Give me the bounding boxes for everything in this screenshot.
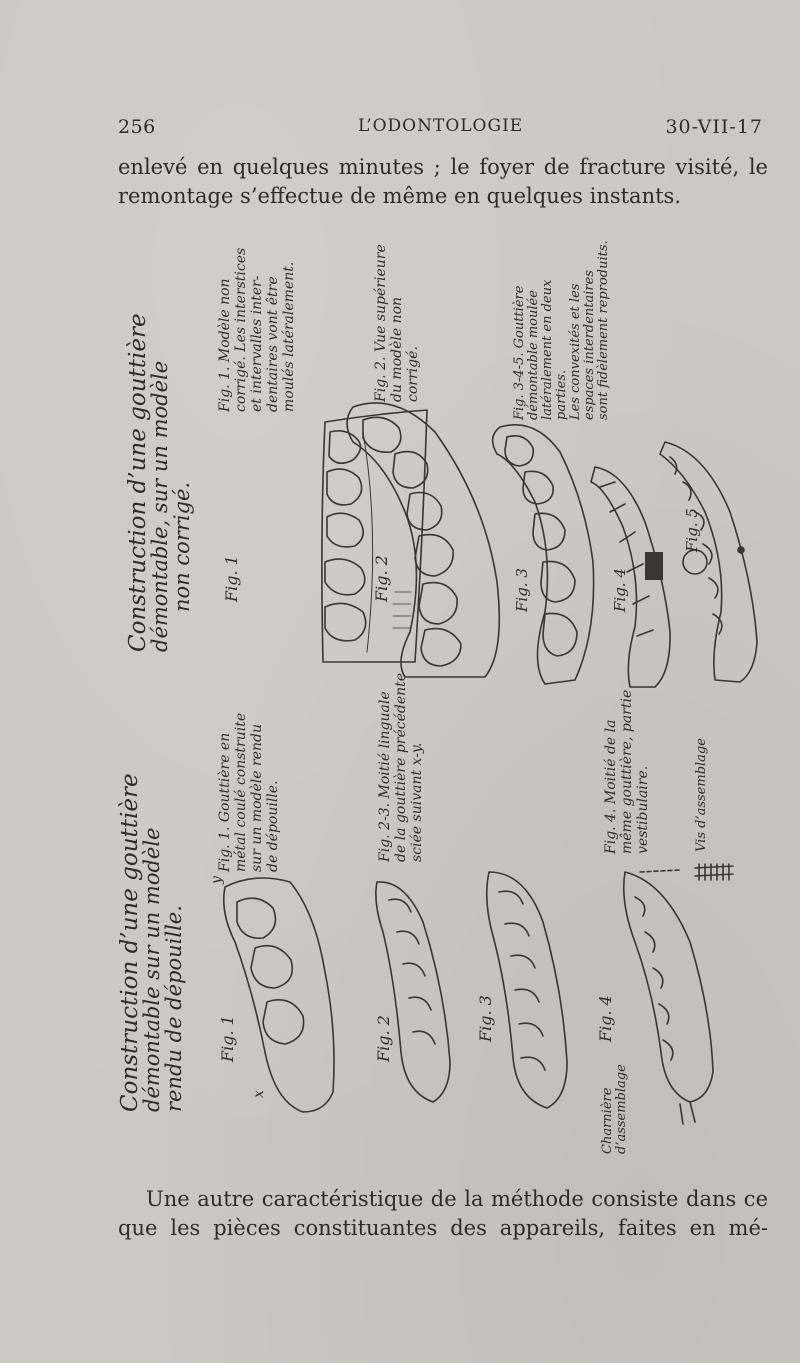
screw-label: Vis d’assemblage: [694, 738, 709, 852]
left-fig23-caption-line-1: Fig. 2-3. Moitié linguale: [377, 691, 393, 862]
left-fig4-caption-line-1: Fig. 4. Moitié de la: [603, 719, 619, 854]
left-fig1-caption-line-3: sur un modèle rendu: [249, 724, 265, 872]
left-fig4-vestibular-drawing: [624, 864, 733, 1124]
right-fig1-label: Fig. 1: [222, 555, 241, 602]
running-header: [118, 116, 763, 144]
right-fig345-caption-line-3: latéralement en deux: [540, 279, 555, 420]
left-fig3-label: Fig. 3: [476, 995, 495, 1042]
left-fig1-splint-drawing: [224, 878, 334, 1112]
right-fig4-label: Fig. 4: [611, 568, 629, 612]
left-panel-title-line-2: démontable sur un modèle: [140, 827, 164, 1112]
paragraph-1-line-2: remontage s’effectue de même en quelques instants.: [118, 184, 681, 208]
hinge-label-line-1: Charnière: [600, 1087, 615, 1154]
hinge-label-line-2: d’assemblage: [614, 1064, 629, 1154]
right-fig345-caption-line-1: Fig. 3-4-5. Gouttière: [512, 285, 527, 420]
left-panel-title-line-3: rendu de dépouille.: [162, 905, 186, 1112]
right-fig345-caption-line-5: Les convexités et les: [568, 283, 583, 420]
right-fig2-caption-line-3: corrigé.: [405, 346, 421, 402]
right-fig345-caption-line-7: sont fidèlement reproduits.: [596, 240, 611, 420]
left-y-mark: y: [209, 876, 225, 884]
illustration-plate: [105, 232, 785, 1162]
right-fig2-arch-drawing: [347, 403, 499, 677]
paragraph-2-line-2: que les pièces constituantes des appareils, faites en mé-: [118, 1216, 768, 1240]
right-fig4-half-splint-drawing: [591, 467, 670, 687]
right-panel-title-line-3: non corrigé.: [170, 481, 194, 612]
right-fig2-label: Fig. 2: [372, 555, 391, 602]
right-panel-title-line-1: Construction d’une gouttière: [125, 313, 151, 652]
left-fig4-caption-line-2: même gouttière, partie: [619, 689, 635, 854]
right-fig5-label: Fig. 5: [683, 508, 701, 552]
screw-drawing: [695, 864, 733, 880]
right-fig2-caption-line-1: Fig. 2. Vue supérieure: [373, 244, 389, 402]
right-fig1-caption-line-4: dentaires vont être: [265, 276, 281, 412]
right-fig1-caption-line-2: corrigé. Les interstices: [233, 247, 249, 412]
left-fig23-caption-line-2: de la gouttière précédente: [393, 672, 409, 862]
right-fig3-label: Fig. 3: [513, 568, 531, 612]
issue-date: 30-VII-17: [665, 116, 763, 138]
page-number: 256: [118, 116, 156, 138]
paragraph-2-line-1: Une autre caractéristique de la méthode consiste dans ce: [146, 1187, 768, 1211]
left-fig2-label: Fig. 2: [374, 1015, 393, 1062]
left-fig2-half-drawing: [376, 882, 450, 1102]
right-fig1-caption-line-5: moulés latéralement.: [281, 261, 297, 412]
right-fig1-caption-line-3: et intervalles inter-: [249, 275, 265, 412]
right-fig3-splint-drawing: [493, 425, 594, 684]
right-fig345-caption-line-2: démontable moulée: [526, 290, 541, 420]
right-fig345-caption-line-4: parties.: [554, 369, 569, 420]
left-fig23-caption-line-3: sciée suivant x-y.: [409, 742, 425, 862]
left-fig1-label: Fig. 1: [218, 1015, 237, 1062]
left-x-mark: x: [251, 1090, 267, 1098]
right-fig5-half-splint-drawing: [660, 442, 757, 682]
right-fig345-caption-line-6: espaces interdentaires: [582, 270, 597, 420]
left-fig1-caption-line-2: métal coulé construite: [233, 712, 249, 872]
left-fig4-label: Fig. 4: [596, 995, 615, 1042]
paragraph-1-line-1: enlevé en quelques minutes ; le foyer de fracture visité, le: [118, 155, 768, 179]
plate-drawing: [105, 232, 785, 1162]
left-fig3-half-drawing: [487, 872, 567, 1108]
right-fig2-caption-line-2: du modèle non: [389, 296, 405, 402]
journal-title: L’ODONTOLOGIE: [358, 116, 524, 136]
right-panel-title-line-2: démontable, sur un modèle: [148, 360, 172, 652]
right-fig1-caption-line-1: Fig. 1. Modèle non: [217, 278, 233, 412]
left-fig1-caption-line-1: Fig. 1. Gouttière en: [217, 732, 233, 872]
left-panel-title-line-1: Construction d’une gouttière: [117, 773, 143, 1112]
left-fig1-caption-line-4: de dépouille.: [265, 780, 281, 872]
left-fig4-caption-line-3: vestibulaire.: [635, 765, 651, 854]
